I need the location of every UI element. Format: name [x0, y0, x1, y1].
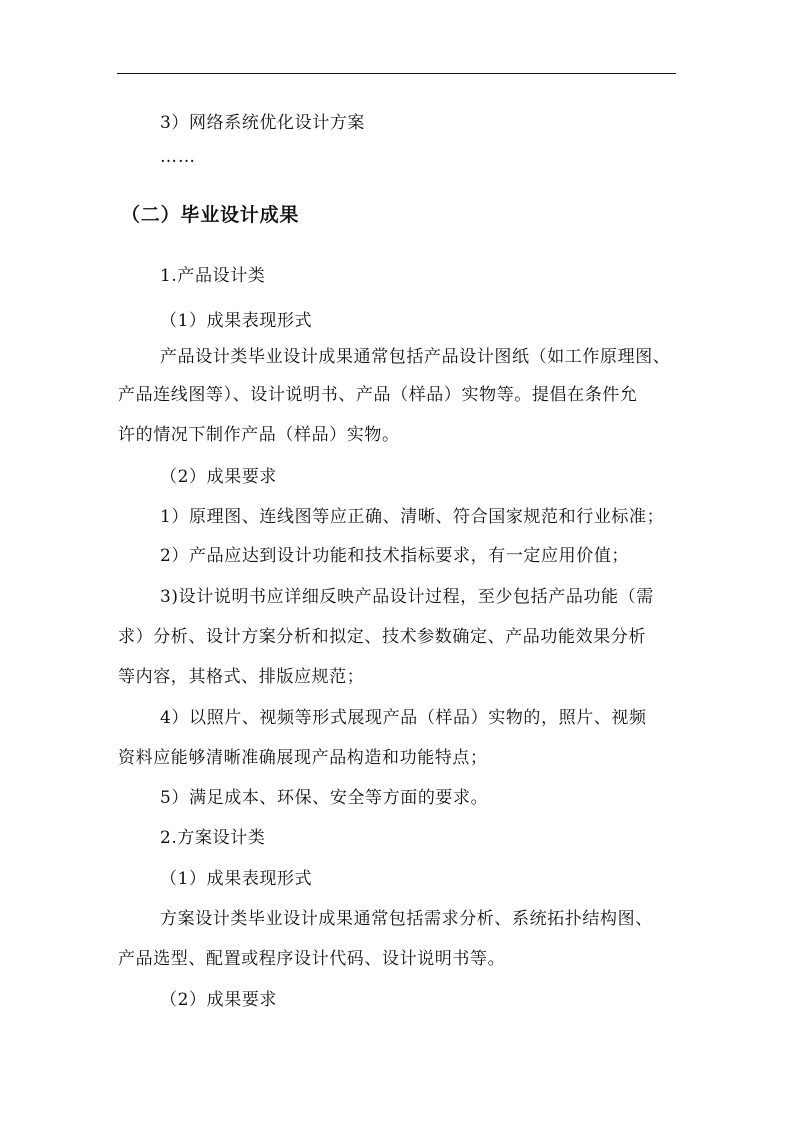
paragraph-line: 许的情况下制作产品（样品）实物。 [118, 425, 400, 445]
list-item-3-network-optimization: 3）网络系统优化设计方案 [160, 113, 366, 133]
requirement-item: 2）产品应达到设计功能和技术指标要求，有一定应用价值； [160, 546, 630, 566]
subsection-title-scheme: 2.方案设计类 [160, 828, 266, 848]
requirement-item-continued: 等内容，其格式、排版应规范； [118, 667, 365, 687]
requirement-item: 4）以照片、视频等形式展现产品（样品）实物的，照片、视频 [160, 708, 647, 728]
ellipsis: …… [160, 147, 196, 167]
header-rule [117, 73, 676, 74]
paragraph-line: 产品连线图等）、设计说明书、产品（样品）实物等。提倡在条件允 [118, 385, 638, 405]
paragraph-line: 产品设计类毕业设计成果通常包括产品设计图纸（如工作原理图、 [160, 347, 671, 367]
section-heading: （二）毕业设计成果 [121, 204, 300, 226]
paragraph-line: 产品选型、配置或程序设计代码、设计说明书等。 [118, 949, 506, 969]
subsection-title-product: 1.产品设计类 [160, 266, 266, 286]
requirement-item-continued: 资料应能够清晰准确展现产品构造和功能特点； [118, 748, 488, 768]
requirement-item: 5）满足成本、环保、安全等方面的要求。 [160, 788, 489, 808]
requirement-item: 3)设计说明书应详细反映产品设计过程，至少包括产品功能（需 [160, 587, 654, 607]
requirement-item: 1）原理图、连线图等应正确、清晰、符合国家规范和行业标准； [160, 507, 665, 527]
item-heading-form: （1）成果表现形式 [160, 311, 313, 331]
paragraph-line: 方案设计类毕业设计成果通常包括需求分析、系统拓扑结构图、 [160, 909, 653, 929]
requirement-item-continued: 求）分析、设计方案分析和拟定、技术参数确定、产品功能效果分析 [118, 627, 646, 647]
item-heading-requirements: （2）成果要求 [160, 990, 278, 1010]
item-heading-form: （1）成果表现形式 [160, 869, 313, 889]
item-heading-requirements: （2）成果要求 [160, 467, 278, 487]
